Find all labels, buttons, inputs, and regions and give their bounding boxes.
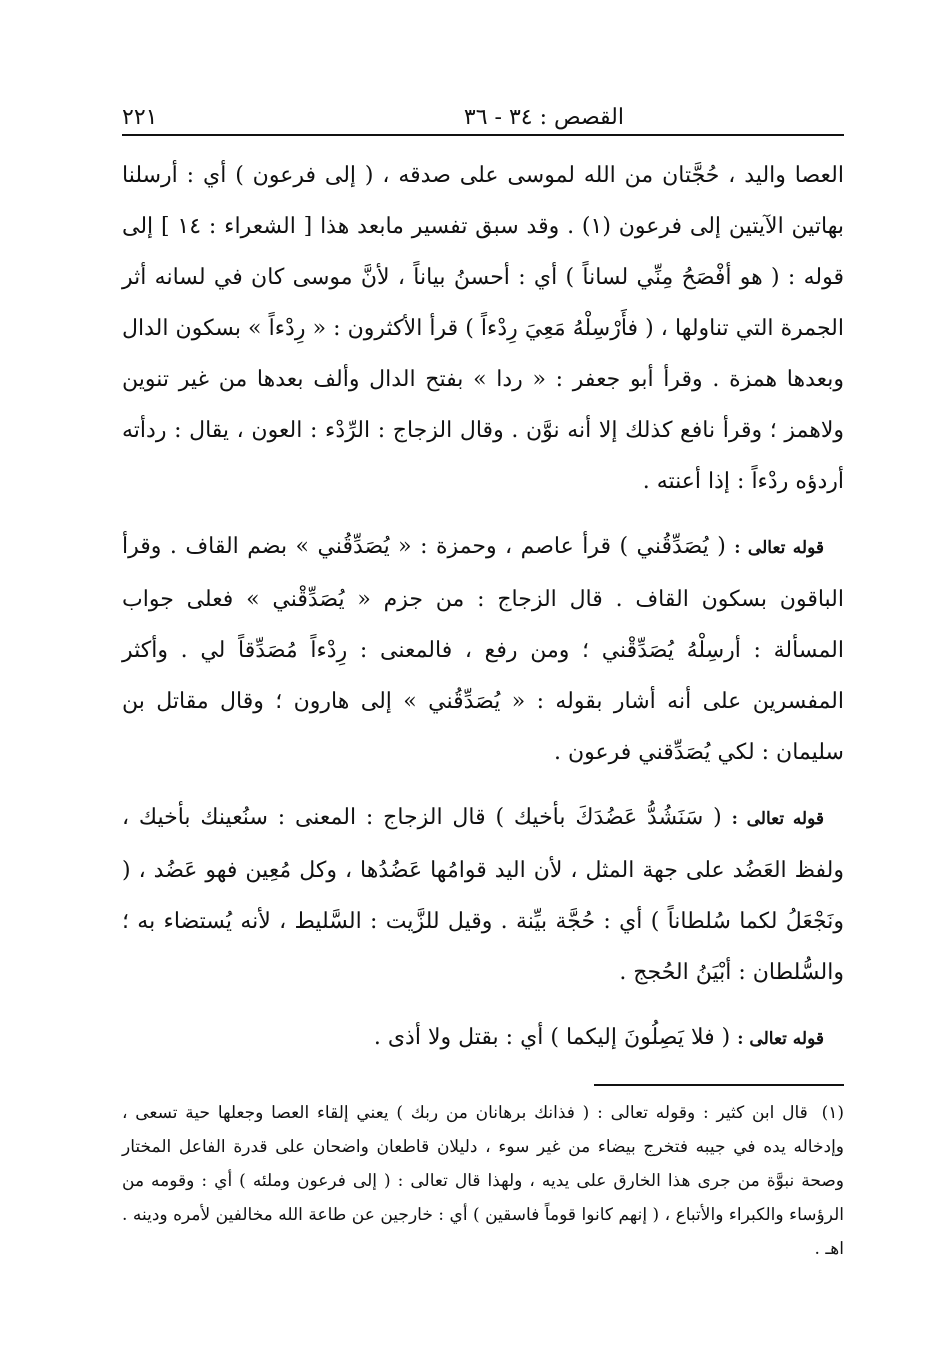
paragraph xyxy=(122,150,844,507)
paragraph-text: ( سَنَشُدُّ عَضُدَكَ بأخيك ) قال الزجاج : المعنى : سنُعينك بأخيك ، ولفظ العَضُد على جهة المثل ، لأن اليد قوامُها عَضُدُها ، وكل مُعِين فهو عَضُد ، ( ونَجْعَلُ لكما سُلطاناً ) أي : حُجَّة بيِّنة . وقيل للزَّيت : السَّليط ، لأنه يُستضاء به ؛ والسُّلطان : أبْيَنُ الحُجج . xyxy=(122,805,844,985)
paragraph xyxy=(122,521,844,778)
running-title: القصص : ٣٤ - ٣٦ xyxy=(463,105,624,130)
header-rule xyxy=(122,134,844,136)
footnote-text: قال ابن كثير : وقوله تعالى : ( فذانك برهانان من ربك ) يعني إلقاء العصا وجعلها حية تسعى ، وإدخاله يده في جيبه فتخرج بيضاء من غير سوء ، دليلان قاطعان واضحان على قدرة الفاعل المختار وصحة نبوَّة من جرى هذا الخارق على يديه ، ولهذا قال تعالى : ( إلى فرعون وملئه ) أي : وقومه من الرؤساء والكبراء والأتباع ، ( إنهم كانوا قوماً فاسقين ) أي : خارجين عن طاعة الله مخالفين لأمره ودينه . اهـ . xyxy=(122,1103,844,1259)
page-header xyxy=(122,90,842,130)
paragraph-text: ( فلا يَصِلُونَ إليكما ) أي : بقتل ولا أذى . xyxy=(373,1025,731,1050)
paragraph-lead: قوله تعالى : xyxy=(737,1029,824,1049)
main-text xyxy=(122,150,844,1079)
paragraph-text: ( يُصَدِّقُني ) قرأ عاصم ، وحمزة : « يُصَدِّقُني » بضم القاف . وقرأ الباقون بسكون القاف . قال الزجاج : من جزم « يُصَدِّقْني » فعلى جواب المسألة : أرسِلْهُ يُصَدِّقْني ؛ ومن رفع ، فالمعنى : رِدْءاً مُصَدِّقاً لي . وأكثر المفسرين على أنه أشار بقوله : « يُصَدِّقُني » إلى هارون ؛ وقال مقاتل بن سليمان : لكي يُصَدِّقني فرعون . xyxy=(122,534,844,765)
footnote xyxy=(122,1096,844,1266)
footnote-paragraph xyxy=(122,1096,844,1266)
footnote-rule xyxy=(594,1084,844,1086)
paragraph xyxy=(122,1012,844,1065)
page-number: ٢٢١ xyxy=(122,105,158,130)
paragraph xyxy=(122,792,844,998)
paragraph-lead: قوله تعالى : xyxy=(734,538,824,558)
paragraph-text: العصا واليد ، حُجَّتان من الله لموسى على صدقه ، ( إلى فرعون ) أي : أرسلنا بهاتين الآيتين إلى فرعون (١) . وقد سبق تفسير مابعد هذا [ الشعراء : ١٤ ] إلى قوله : ( هو أفْصَحُ مِنِّي لساناً ) أي : أحسنُ بياناً ، لأنَّ موسى كان في لسانه أثر الجمرة التي تناولها ، ( فأَرْسِلْهُ مَعِيَ رِدْءاً ) قرأ الأكثرون : « رِدْءاً » بسكون الدال وبعدها همزة . وقرأ أبو جعفر : « ردا » بفتح الدال وألف بعدها من غير تنوين ولاهمز ؛ وقرأ نافع كذلك إلا أنه نوَّن . وقال الزجاج : الرِّدْء : العون ، يقال : ردأته أردؤه ردْءاً : إذا أعنته . xyxy=(122,163,844,494)
paragraph-lead: قوله تعالى : xyxy=(731,809,825,829)
footnote-number: (١) xyxy=(821,1103,845,1123)
